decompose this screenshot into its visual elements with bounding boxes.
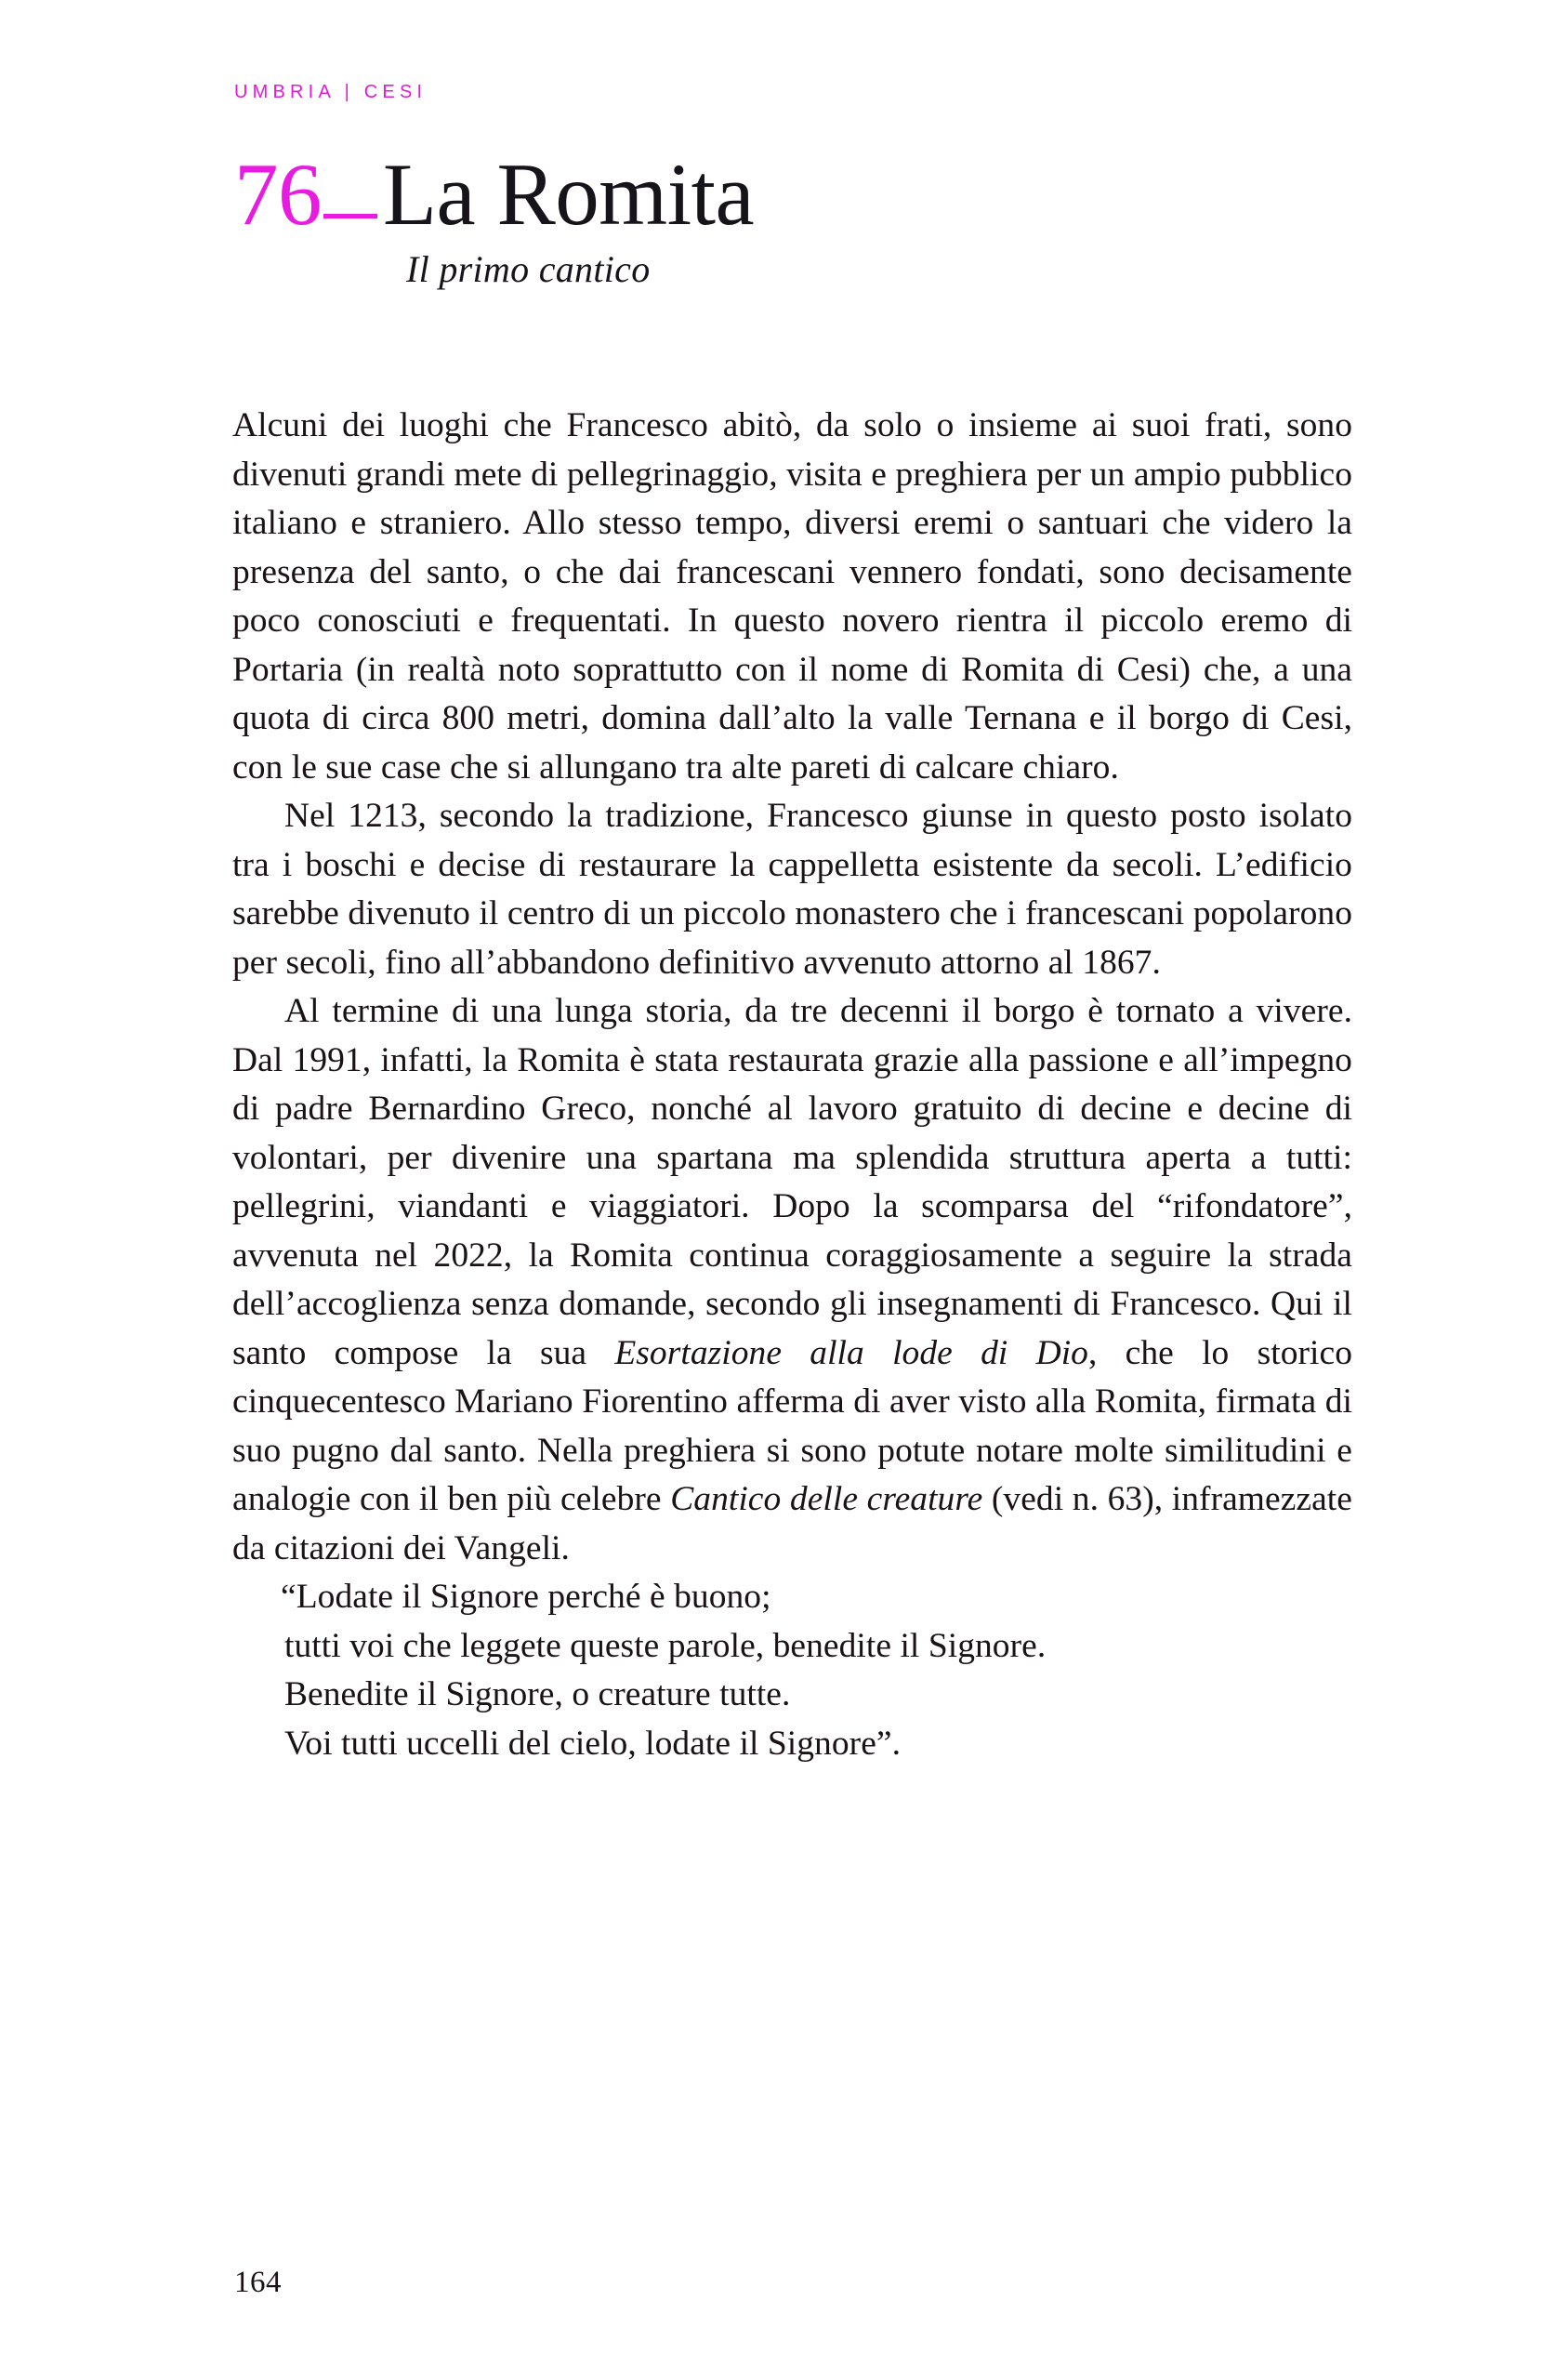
verse-line: Benedite il Signore, o creature tutte. [284,1675,791,1713]
body-text-column [232,402,1352,1768]
page-title [234,145,1377,244]
paragraph-2: Nel 1213, secondo la tradizione, Francesco giunse in questo posto isolato tra i boschi e decise di restaurare la cappelletta esistente da secoli. L’edificio sarebbe divenuto il centro di un piccolo monastero che i francescani popolarono per secoli, fino all’abbandono definitivo avvenuto attorno al 1867. [232,797,1352,982]
chapter-number: 76 [234,145,322,244]
verse-quote-block [232,1573,1352,1768]
paragraph-3-part-3: (vedi n. 63), inframezzate da citazioni dei Vangeli. [232,1480,1352,1567]
chapter-subtitle: Il primo cantico [406,247,651,290]
paragraph-1: Alcuni dei luoghi che Francesco abitò, da solo o insieme ai suoi frati, sono divenuti grandi mete di pellegrinaggio, visita e preghiera per un ampio pubblico italiano e straniero. Allo stesso tempo, diversi eremi o santuari che videro la presenza del santo, o che dai francescani vennero fondati, sono decisamente poco conosciuti e frequentati. In questo novero rientra il piccolo eremo di Portaria (in realtà noto soprattutto con il nome di Romita di Cesi) che, a una quota di circa 800 metri, domina dall’alto la valle Ternana e il borgo di Cesi, con le sue case che si allungano tra alte pareti di calcare chiaro. [232,406,1352,787]
paragraph-3 [232,987,1352,1573]
chapter-title-block [234,145,1377,291]
verse-line: tutti voi che leggete queste parole, benedite il Signore. [284,1626,1047,1665]
work-title-esortazione: Esortazione alla lode di Dio [614,1333,1088,1372]
verse-line: “Lodate il Signore perché è buono; [281,1578,771,1616]
running-head-kicker: UMBRIA | CESI [234,82,428,102]
page-number: 164 [234,2266,282,2299]
verse-line: Voi tutti uccelli del cielo, lodate il Signore”. [284,1724,902,1763]
paragraph-3-part-1: Al termine di una lunga storia, da tre decenni il borgo è tornato a vivere. Dal 1991, infatti, la Romita è stata restaurata grazie alla passione e all’impegno di padre Bernardino Greco, nonché al lavoro gratuito di decine e decine di volontari, per divenire una spartana ma splendida struttura aperta a tutti: pellegrini, viandanti e viaggiatori. Dopo la scomparsa del “rifondatore”, avvenuta nel 2022, la Romita continua coraggiosamente a seguire la strada dell’accoglienza senza domande, secondo gli insegnamenti di Francesco. Qui il santo compose la sua [232,992,1352,1372]
title-rule-divider [323,214,377,218]
chapter-name: La Romita [383,145,755,244]
work-title-cantico: Cantico delle creature [670,1480,983,1518]
paragraph-3-part-2: , che lo storico cinquecentesco Mariano Fiorentino afferma di aver visto alla Romita, firmata di suo pugno dal santo. Nella preghiera si sono potute notare molte similitudini e analogie con il ben più celebre [232,1333,1353,1518]
